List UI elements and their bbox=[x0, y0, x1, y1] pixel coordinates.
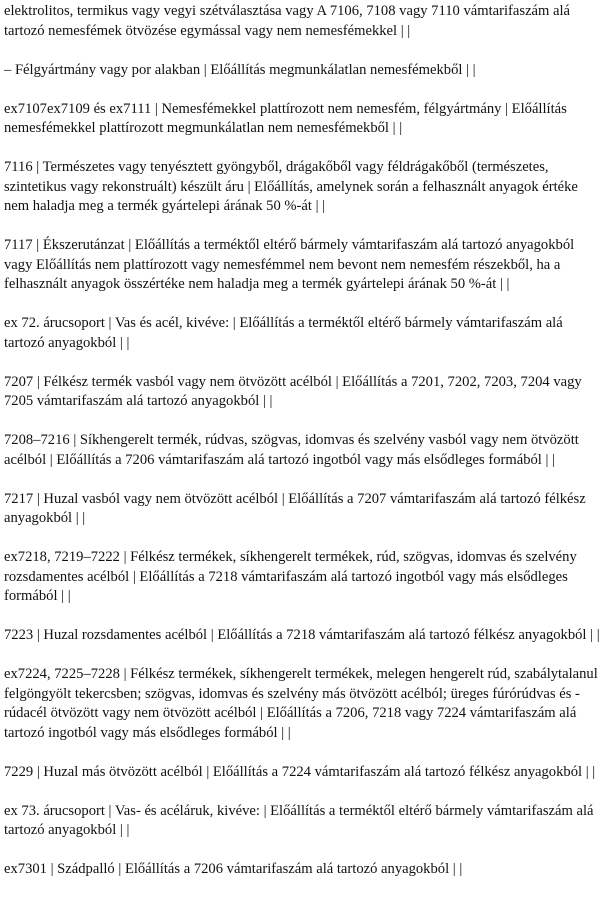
paragraph-ex7301: ex7301 | Szádpalló | Előállítás a 7206 vámtarifaszám alá tartozó anyagokból | | bbox=[4, 861, 463, 877]
paragraph-7223: 7223 | Huzal rozsdamentes acélból | Előállítás a 7218 vámtarifaszám alá tartozó félkész anyagokból | | bbox=[4, 627, 600, 643]
paragraph-semi-manufactured: – Félgyártmány vagy por alakban | Előállítás megmunkálatlan nemesfémekből | | bbox=[4, 61, 476, 78]
paragraph-continuation: elektrolitos, termikus vagy vegyi szétválasztása vagy A 7106, 7108 vagy 7110 vámtarifaszám alá tartozó nemesfémek ötvözése egymással vagy nem nemesfémekkel | | bbox=[4, 3, 571, 39]
paragraph-ex72: ex 72. árucsoport | Vas és acél, kivéve: | Előállítás a terméktől eltérő bármely vámtarifaszám alá tartozó anyagokból | | bbox=[4, 315, 563, 351]
paragraph-7229: 7229 | Huzal más ötvözött acélból | Előállítás a 7224 vámtarifaszám alá tartozó félkész anyagokból | | bbox=[4, 763, 596, 780]
paragraph-ex7218: ex7218, 7219–7222 | Félkész termékek, síkhengerelt termékek, rúd, szögvas, idomvas és szelvény rozsdamentes acélból | Előállítás a 7218 vámtarifaszám alá tartozó ingotból vagy más elsődleges formából | | bbox=[4, 549, 577, 604]
paragraph-7217: 7217 | Huzal vasból vagy nem ötvözött acélból | Előállítás a 7207 vámtarifaszám alá tartozó félkész anyagokból | | bbox=[4, 490, 586, 526]
paragraph-7117: 7117 | Ékszerutánzat | Előállítás a terméktől eltérő bármely vámtarifaszám alá tartozó anyagokból vagy Előállítás nem plattírozott vagy nemesfémmel nem bevont nem nemesfém részekből, ha a felhasznált anyagok összértéke nem haladja meg a termék gyártelepi árának 50 %-át | | bbox=[4, 237, 575, 292]
paragraph-ex7107: ex7107ex7109 és ex7111 | Nemesfémekkel plattírozott nem nemesfém, félgyártmány | Előállítás nemesfémekkel plattírozott megmunkálatlan nem nemesfémekből | | bbox=[4, 100, 567, 136]
paragraph-7208-7216: 7208–7216 | Síkhengerelt termék, rúdvas, szögvas, idomvas és szelvény vasból vagy nem ötvözött acélból | Előállítás a 7206 vámtarifaszám alá tartozó ingotból vagy más elsődleges formából | | bbox=[4, 432, 579, 468]
paragraph-ex73: ex 73. árucsoport | Vas- és acéláruk, kivéve: | Előállítás a terméktől eltérő bármely vámtarifaszám alá tartozó anyagokból | | bbox=[4, 802, 594, 838]
paragraph-ex7224: ex7224, 7225–7228 | Félkész termékek, síkhengerelt termékek, melegen hengerelt rúd, szabálytalanul felgöngyölt tekercsben; szögvas, idomvas és szelvény más ötvözött acélból; üreges fúrórúdvas és -rúdacél ötvözött vagy nem ötvözött acélból | Előállítás a 7206, 7218 vagy 7224 vámtarifaszám alá tartozó ingotból vagy más elsődleges formából | | bbox=[4, 666, 598, 741]
paragraph-7207: 7207 | Félkész termék vasból vagy nem ötvözött acélból | Előállítás a 7201, 7202, 7203, 7204 vagy 7205 vámtarifaszám alá tartozó anyagokból | | bbox=[4, 373, 582, 409]
paragraph-7116: 7116 | Természetes vagy tenyésztett gyöngyből, drágakőből vagy féldrágakőből (természetes, szintetikus vagy rekonstruált) készült áru | Előállítás, amelynek során a felhasznált anyagok értéke nem haladja meg a termék gyártelepi árának 50 %-át | | bbox=[4, 159, 578, 214]
document-body bbox=[4, 0, 600, 899]
